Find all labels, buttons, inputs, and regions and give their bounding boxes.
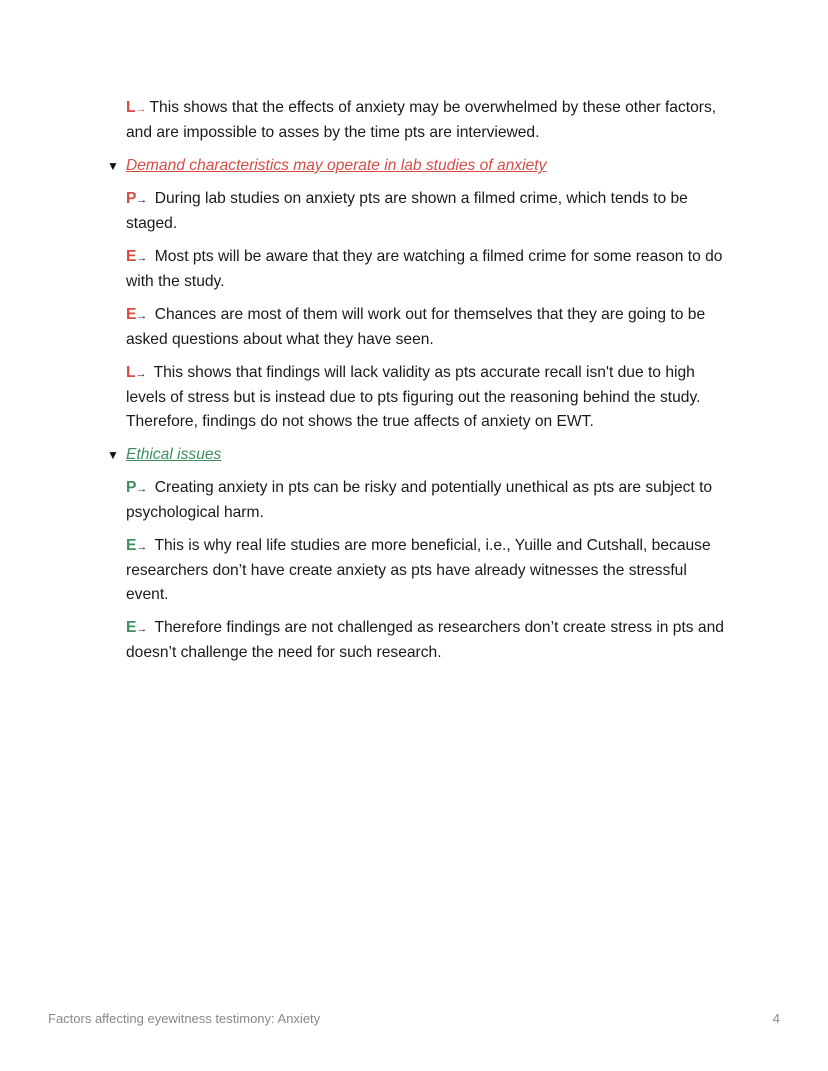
- point-text: Chances are most of them will work out for themselves that they are going to be asked questions about what they have seen.: [126, 306, 706, 348]
- page-footer: [48, 1011, 780, 1026]
- section-title[interactable]: Ethical issues: [126, 446, 222, 463]
- point-text: This is why real life studies are more beneficial, i.e., Yuille and Cutshall, because researchers don’t have create anxiety as pts have already witnesses the stressful event.: [126, 537, 711, 603]
- section-heading-ethical[interactable]: [107, 443, 732, 467]
- point: [126, 616, 732, 665]
- arrow-icon: →: [136, 483, 148, 495]
- point-text: Therefore findings are not challenged as researchers don’t create stress in pts and doesn’t challenge the need for such research.: [126, 619, 724, 661]
- point: [126, 187, 732, 236]
- arrow-icon: →: [136, 541, 148, 553]
- arrow-icon: →: [136, 623, 148, 635]
- point: [126, 361, 732, 434]
- arrow-icon: →: [135, 103, 147, 115]
- arrow-icon: →: [135, 368, 147, 380]
- section-title[interactable]: Demand characteristics may operate in lab studies of anxiety: [126, 157, 547, 174]
- point-marker: E: [126, 248, 137, 265]
- footer-title: Factors affecting eyewitness testimony: Anxiety: [48, 1011, 321, 1026]
- collapse-triangle-icon[interactable]: ▼: [107, 448, 119, 462]
- point: [126, 245, 732, 294]
- point-text: This shows that the effects of anxiety may be overwhelmed by these other factors, and are impossible to asses by the time pts are interviewed.: [126, 99, 717, 141]
- arrow-icon: →: [136, 252, 148, 264]
- page-number: 4: [772, 1011, 780, 1026]
- point-text: Most pts will be aware that they are watching a filmed crime for some reason to do with the study.: [126, 248, 723, 290]
- point-marker: P: [126, 190, 137, 207]
- point: [126, 476, 732, 525]
- point-marker: P: [126, 479, 137, 496]
- point: [126, 534, 732, 607]
- arrow-icon: →: [136, 310, 148, 322]
- collapse-triangle-icon[interactable]: ▼: [107, 159, 119, 173]
- point-marker: L: [126, 99, 136, 116]
- point-marker: E: [126, 619, 137, 636]
- arrow-icon: →: [136, 194, 148, 206]
- point-marker: L: [126, 364, 136, 381]
- point-text: This shows that findings will lack validity as pts accurate recall isn't due to high levels of stress but is instead due to pts figuring out the reasoning behind the study. Therefore, findings do not shows the true affects of anxiety on EWT.: [126, 364, 701, 430]
- section-heading-demand[interactable]: [107, 154, 732, 178]
- point: [126, 303, 732, 352]
- point-marker: E: [126, 537, 137, 554]
- point-text: Creating anxiety in pts can be risky and potentially unethical as pts are subject to psychological harm.: [126, 479, 713, 521]
- point-marker: E: [126, 306, 137, 323]
- point-text: During lab studies on anxiety pts are shown a filmed crime, which tends to be staged.: [126, 190, 688, 232]
- intro-point: [126, 96, 732, 145]
- document-body: [107, 96, 732, 674]
